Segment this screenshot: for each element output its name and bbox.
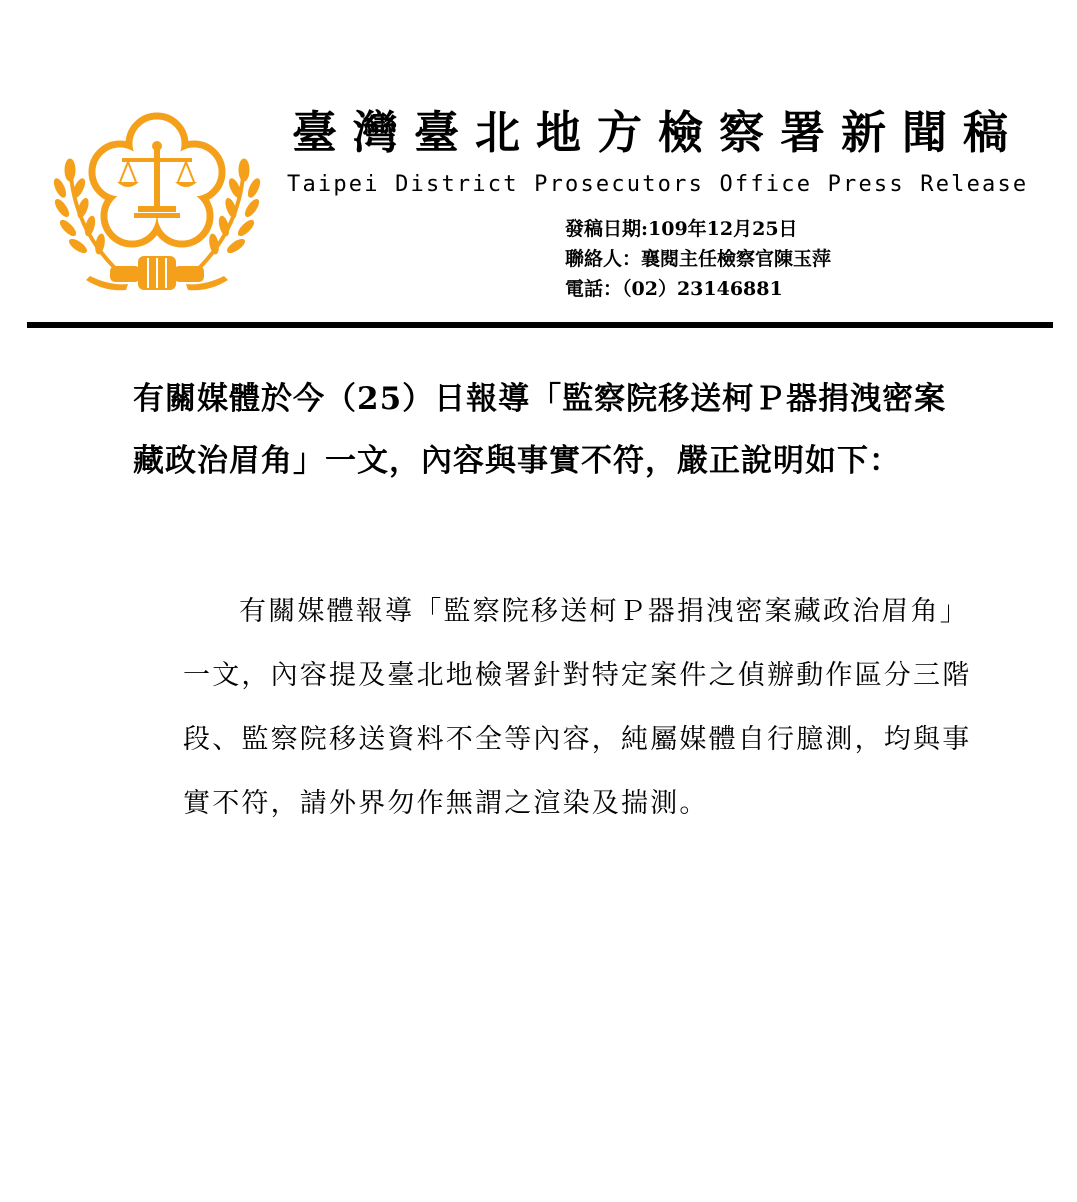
release-meta (565, 214, 831, 304)
article-body: 有關媒體報導「監察院移送柯Ｐ器捐洩密案藏政治眉角」一文，內容提及臺北地檢署針對特定案件之偵辦動作區分三階段、監察院移送資料不全等內容，純屬媒體自行臆測，均與事實不符，請外界勿作無謂之渲染及揣測。 (183, 596, 972, 819)
release-date: 發稿日期:109年12月25日 (565, 218, 798, 240)
contact-phone: 電話：（02）23146881 (565, 278, 783, 300)
article-headline: 有關媒體於今（25）日報導「監察院移送柯Ｐ器捐洩密案藏政治眉角」一文，內容與事實不符，嚴正說明如下： (133, 381, 947, 479)
prosecutors-office-emblem-icon (50, 108, 264, 296)
contact-person: 聯絡人：襄閱主任檢察官陳玉萍 (565, 248, 832, 270)
header-divider (27, 322, 1053, 328)
page-subtitle: Taipei District Prosecutors Office Press Release (287, 172, 1029, 197)
page-title: 臺灣臺北地方檢察署新聞稿 (292, 106, 1025, 159)
